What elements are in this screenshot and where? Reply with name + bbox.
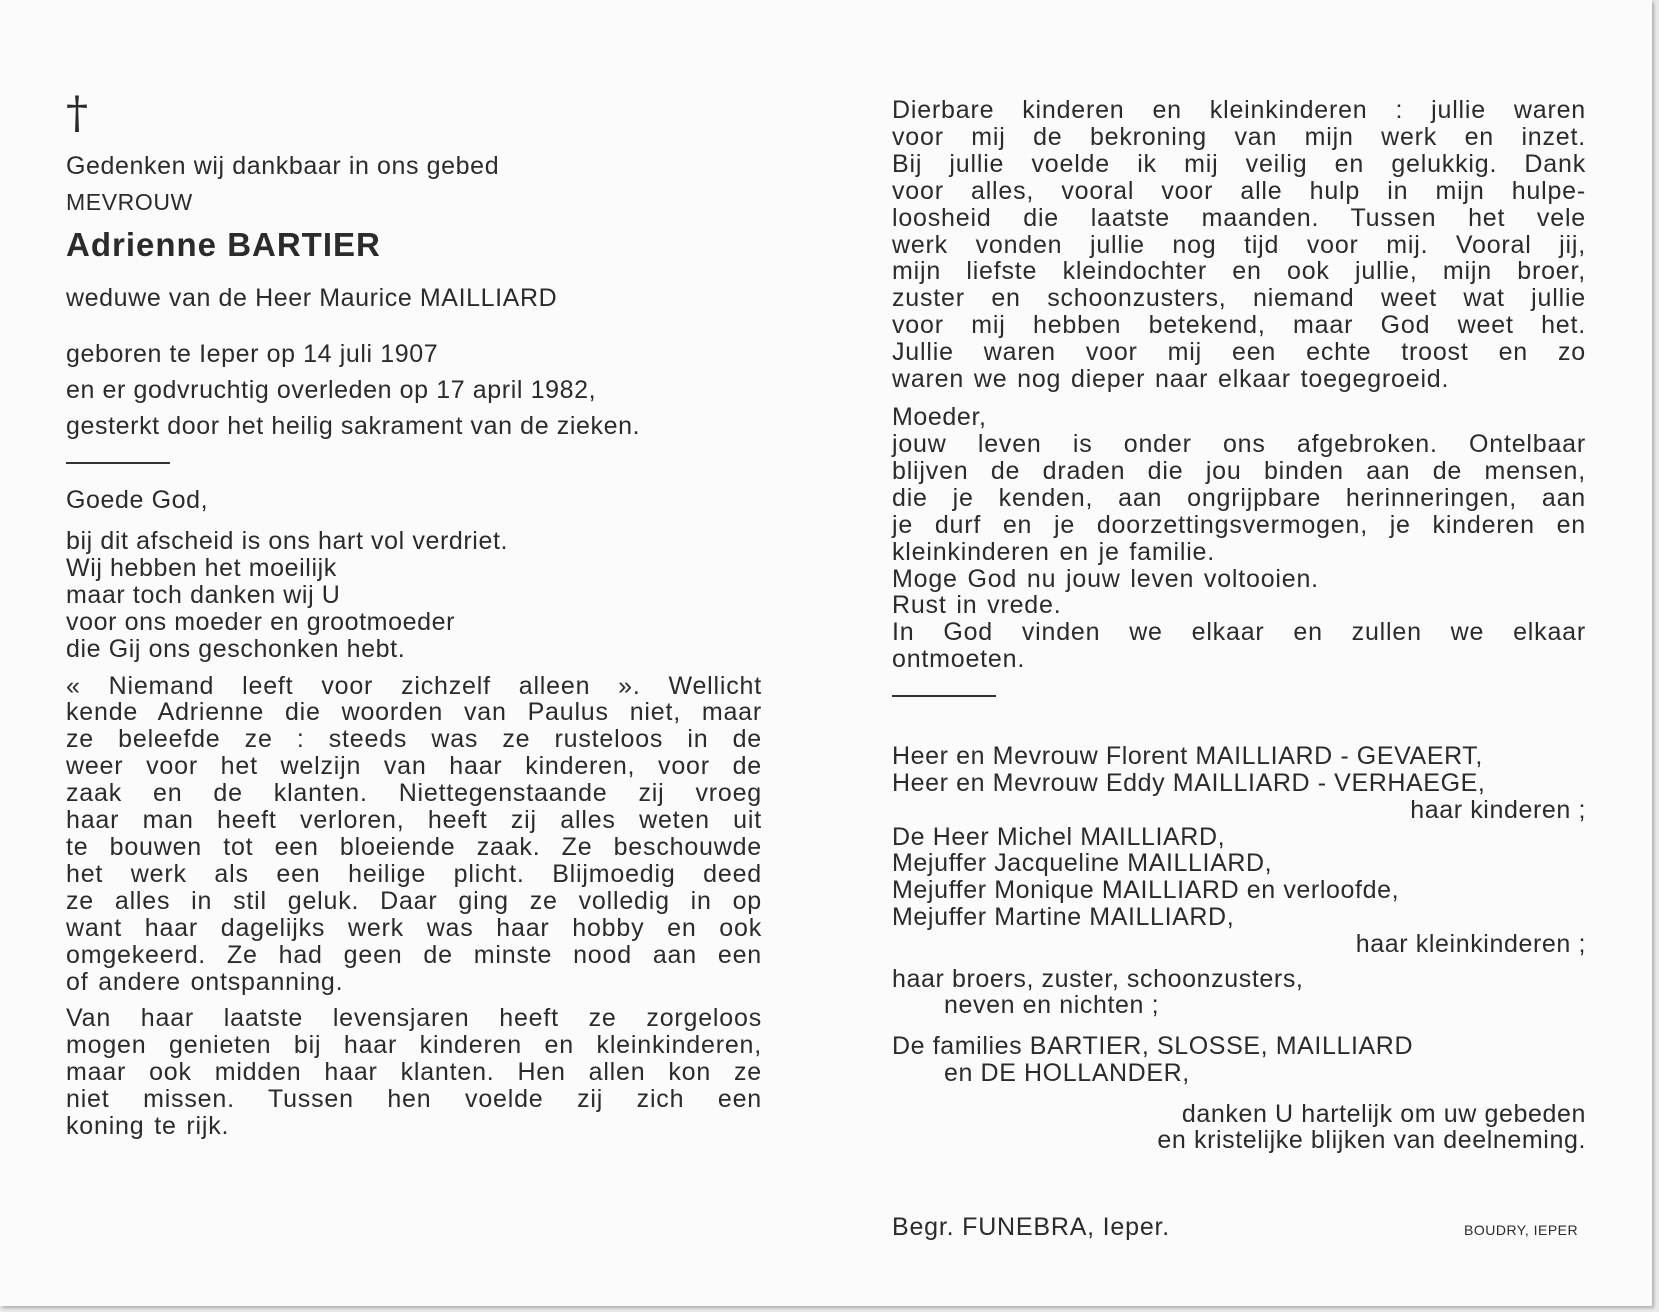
text-line: mijn liefste kleindochter en ook jullie, mijn broer, bbox=[892, 257, 1586, 286]
text-line: voor mij hebben betekend, maar God weet het. bbox=[892, 311, 1586, 340]
text-line: ontmoeten. bbox=[892, 645, 1026, 674]
text-line: Rust in vrede. bbox=[892, 591, 1062, 620]
tribute-paragraph-1 bbox=[66, 673, 762, 996]
undertaker-credit: Begr. FUNEBRA, Ieper. bbox=[892, 1213, 1171, 1241]
cross-icon: † bbox=[66, 88, 89, 139]
family-line: Heer en Mevrouw Florent MAILLIARD - GEVAERT, bbox=[892, 742, 1483, 771]
text-line: waren we nog dieper naar elkaar toegegroeid. bbox=[892, 365, 1450, 394]
text-line: omgekeerd. Ze had geen de minste nood aan een bbox=[66, 940, 762, 969]
text-line: voor mij de bekroning van mijn werk en inzet. bbox=[892, 122, 1586, 151]
grandchildren-label: haar kleinkinderen ; bbox=[1355, 929, 1586, 958]
text-line: Dierbare kinderen en kleinkinderen : jullie waren bbox=[892, 96, 1586, 124]
text-line: haar man heeft verloren, heeft zij alles weten uit bbox=[66, 806, 762, 835]
divider bbox=[66, 462, 170, 464]
family-line: Heer en Mevrouw Eddy MAILLIARD - VERHAEGE, bbox=[892, 768, 1486, 797]
text-line: kende Adrienne die woorden van Paulus niet, maar bbox=[66, 698, 762, 727]
text-line: werk vonden jullie nog tijd voor mij. Vooral jij, bbox=[892, 230, 1586, 259]
text-line: Bij jullie voelde ik mij veilig en gelukkig. Dank bbox=[892, 149, 1586, 178]
text-line: of andere ontspanning. bbox=[66, 967, 344, 996]
text-line: want haar dagelijks werk was haar hobby en ook bbox=[66, 913, 762, 942]
family-line: Mejuffer Jacqueline MAILLIARD, bbox=[892, 849, 1273, 878]
intro-line: Gedenken wij dankbaar in ons gebed bbox=[66, 152, 500, 180]
text-line: koning te rijk. bbox=[66, 1112, 230, 1141]
thanks-line: danken U hartelijk om uw gebeden bbox=[1181, 1099, 1586, 1128]
sacrament-line: gesterkt door het heilig sakrament van de zieken. bbox=[66, 412, 641, 440]
text-line: « Niemand leeft voor zichzelf alleen ». Wellicht bbox=[66, 671, 762, 700]
text-line: zaak en de klanten. Niettegenstaande zij vroeg bbox=[66, 779, 762, 808]
text-line: jouw leven is onder ons afgebroken. Ontelbaar bbox=[892, 429, 1586, 458]
text-line: Moge God nu jouw leven voltooien. bbox=[892, 564, 1319, 593]
text-line: maar ook midden haar klanten. Hen allen kon ze bbox=[66, 1058, 762, 1087]
prayer-line: die Gij ons geschonken hebt. bbox=[66, 634, 406, 663]
text-line: het werk als een heilige plicht. Blijmoedig deed bbox=[66, 859, 762, 888]
printer-credit: BOUDRY, IEPER bbox=[1464, 1222, 1579, 1238]
birth-line: geboren te Ieper op 14 juli 1907 bbox=[66, 340, 439, 368]
widow-line: weduwe van de Heer Maurice MAILLIARD bbox=[66, 284, 558, 312]
text-line: je durf en je doorzettingsvermogen, je kinderen en bbox=[892, 510, 1586, 539]
family-line: De Heer Michel MAILLIARD, bbox=[892, 822, 1226, 851]
prayer-line: voor ons moeder en grootmoeder bbox=[66, 607, 456, 636]
families-line: De families BARTIER, SLOSSE, MAILLIARD bbox=[892, 1032, 1414, 1061]
text-line: te bouwen tot een bloeiende zaak. Ze beschouwde bbox=[66, 832, 762, 861]
families-line: en DE HOLLANDER, bbox=[944, 1058, 1190, 1087]
text-line: In God vinden we elkaar en zullen we elkaar bbox=[892, 618, 1586, 647]
text-line: voor alles, vooral voor alle hulp in mijn hulpe- bbox=[892, 176, 1586, 205]
farewell-paragraph-2 bbox=[892, 431, 1586, 673]
text-line: mogen genieten bij haar kinderen en kleinkinderen, bbox=[66, 1031, 762, 1060]
text-line: Van haar laatste levensjaren heeft ze zorgeloos bbox=[66, 1004, 762, 1033]
text-line: ze alles in stil geluk. Daar ging ze volledig in op bbox=[66, 886, 762, 915]
deceased-name: Adrienne BARTIER bbox=[66, 226, 381, 263]
prayer-line: bij dit afscheid is ons hart vol verdriet. bbox=[66, 527, 509, 555]
text-line: Jullie waren voor mij een echte troost en zo bbox=[892, 338, 1586, 367]
text-line: loosheid die laatste maanden. Tussen het vele bbox=[892, 203, 1586, 232]
family-line: Mejuffer Martine MAILLIARD, bbox=[892, 902, 1235, 931]
right-column bbox=[892, 97, 1586, 1154]
family-list bbox=[892, 743, 1586, 1154]
text-line: kleinkinderen en je familie. bbox=[892, 537, 1216, 566]
text-line: ze beleefde ze : steeds was ze rusteloos in de bbox=[66, 725, 762, 754]
mother-salutation: Moeder, bbox=[892, 402, 987, 431]
tribute-paragraph-2 bbox=[66, 1005, 762, 1140]
left-column bbox=[66, 88, 762, 1141]
thanks-line: en kristelijke blijken van deelneming. bbox=[1157, 1126, 1586, 1155]
text-line: niet missen. Tussen hen voelde zij zich een bbox=[66, 1085, 762, 1114]
farewell-paragraph-1 bbox=[892, 97, 1586, 393]
text-line: zuster en schoonzusters, niemand weet wat jullie bbox=[892, 284, 1586, 313]
death-line: en er godvruchtig overleden op 17 april 1982, bbox=[66, 376, 597, 404]
text-line: die je kenden, aan ongrijpbare herinneringen, aan bbox=[892, 483, 1586, 512]
title-line: MEVROUW bbox=[66, 189, 193, 215]
siblings-line: neven en nichten ; bbox=[944, 991, 1160, 1020]
text-line: weer voor het welzijn van haar kinderen, voor de bbox=[66, 752, 762, 781]
text-line: blijven de draden die jou binden aan de mensen, bbox=[892, 456, 1586, 485]
prayer-line: maar toch danken wij U bbox=[66, 580, 341, 609]
siblings-line: haar broers, zuster, schoonzusters, bbox=[892, 964, 1304, 993]
children-label: haar kinderen ; bbox=[1410, 795, 1586, 824]
prayer-text bbox=[66, 528, 762, 663]
prayer-line: Wij hebben het moeilijk bbox=[66, 553, 337, 582]
prayer-opening: Goede God, bbox=[66, 486, 209, 514]
family-line: Mejuffer Monique MAILLIARD en verloofde, bbox=[892, 876, 1400, 905]
divider bbox=[892, 695, 996, 697]
